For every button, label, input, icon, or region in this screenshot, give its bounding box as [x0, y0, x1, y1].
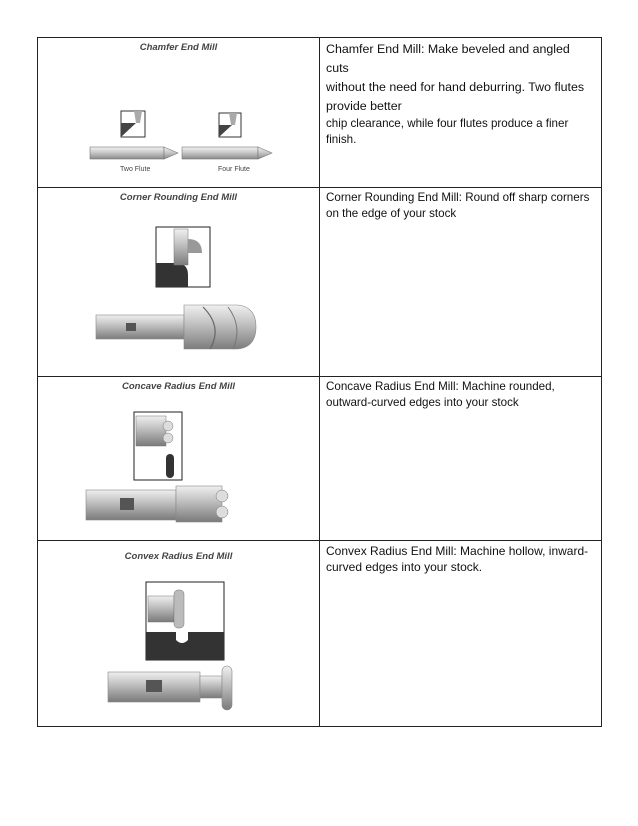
corner-rounding-description-cell	[320, 188, 602, 377]
four-flute-label: Four Flute	[218, 166, 250, 173]
chamfer-description-cell	[320, 38, 602, 188]
chamfer-description-line: without the need for hand deburring. Two flutes	[326, 80, 585, 94]
corner-rounding-image-cell	[38, 188, 320, 377]
convex-radius-caption: Convex Radius End Mill	[124, 551, 233, 562]
table-row	[38, 188, 602, 377]
corner-rounding-description: Corner Rounding End Mill: Round off sharp corners on the edge of your stock	[326, 191, 590, 220]
convex-radius-image-cell	[38, 541, 320, 727]
convex-radius-description: Convex Radius End Mill: Machine hollow, inward-curved edges into your stock.	[326, 544, 589, 574]
chamfer-image-cell	[38, 38, 320, 188]
concave-radius-caption: Concave Radius End Mill	[122, 381, 235, 392]
table-row	[38, 38, 602, 188]
chamfer-end-mill-illustration	[38, 53, 319, 173]
chamfer-description-small: chip clearance, while four flutes produce a finer finish.	[326, 117, 569, 146]
chamfer-caption: Chamfer End Mill	[139, 42, 218, 53]
concave-radius-image-cell	[38, 377, 320, 541]
concave-radius-description: Concave Radius End Mill: Machine rounded, outward-curved edges into your stock	[326, 380, 555, 409]
chamfer-description-line: Chamfer End Mill: Make beveled and angled cuts	[326, 42, 570, 75]
corner-rounding-end-mill-illustration	[38, 203, 319, 368]
table-row	[38, 377, 602, 541]
corner-rounding-caption: Corner Rounding End Mill	[119, 192, 238, 203]
chamfer-description-line: provide better	[326, 99, 402, 113]
concave-radius-end-mill-illustration	[38, 392, 319, 532]
end-mill-table	[37, 37, 602, 727]
convex-radius-description-cell	[320, 541, 602, 727]
table-row	[38, 541, 602, 727]
concave-radius-description-cell	[320, 377, 602, 541]
convex-radius-end-mill-illustration	[38, 562, 319, 722]
two-flute-label: Two Flute	[120, 166, 151, 173]
